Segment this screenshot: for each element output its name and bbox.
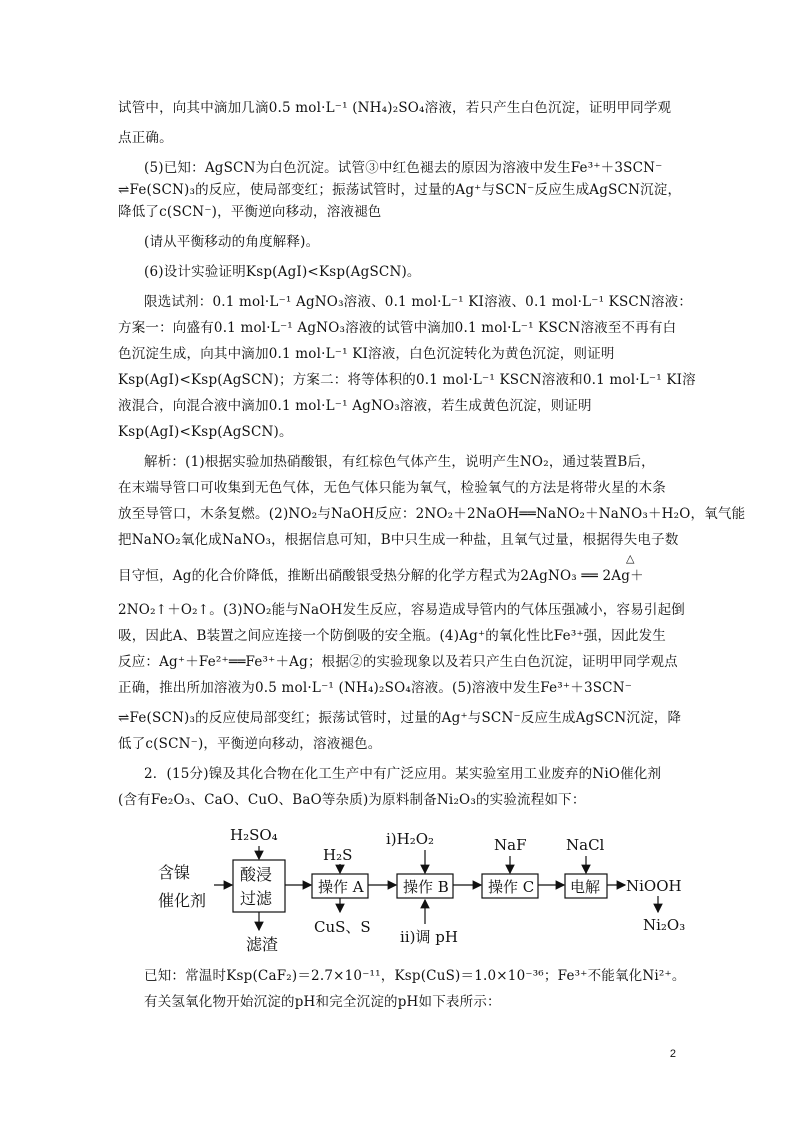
text-line-12: 液混合，向混合液中滴加0.1 mol·L⁻¹ AgNO₃溶液，若生成黄色沉淀，则证明 — [118, 398, 592, 414]
text-line-11: Ksp(AgI)<Ksp(AgSCN)；方案二：将等体积的0.1 mol·L⁻¹ KSCN溶液和0.1 mol·L⁻¹ KI溶 — [118, 372, 696, 388]
text-line-5: 降低了c(SCN⁻)，平衡逆向移动，溶液褪色 — [118, 204, 382, 220]
product-ni2o3: Ni₂O₃ — [643, 916, 686, 934]
text-line-7: (6)设计实验证明Ksp(AgI)<Ksp(AgSCN)。 — [144, 264, 421, 280]
reagent-h2s: H₂S — [323, 846, 353, 864]
reagent-nacl: NaCl — [566, 836, 605, 854]
operation-b-label: 操作 B — [403, 878, 449, 896]
text-line-2: 点正确。 — [118, 130, 173, 146]
text-line-23: ⇌Fe(SCN)₃的反应使局部变红；振荡试管时，过量的Ag⁺与SCN⁻反应生成AgSCN沉淀，降 — [118, 710, 682, 726]
reagent-h2o2: ⅰ)H₂O₂ — [386, 830, 435, 848]
raw-material-label-1: 含镍 — [158, 863, 191, 882]
text-line-26: (含有Fe₂O₃、CaO、CuO、BaO等杂质)为原料制备Ni₂O₃的实验流程如下： — [118, 792, 586, 808]
electrolysis-label: 电解 — [570, 878, 601, 896]
text-line-8: 限选试剂：0.1 mol·L⁻¹ AgNO₃溶液、0.1 mol·L⁻¹ KI溶液、0.1 mol·L⁻¹ KSCN溶液： — [144, 294, 693, 310]
text-line-20: 吸，因此A、B装置之间应连接一个防倒吸的安全瓶。(4)Ag⁺的氧化性比Fe³⁺强，因此发生 — [118, 628, 666, 644]
text-line-25: 2．(15分)镍及其化合物在化工生产中有广泛应用。某实验室用工业废弃的NiO催化剂 — [144, 766, 662, 782]
text-line-17: 把NaNO₂氧化成NaNO₃，根据信息可知，B中只生成一种盐，且氧气过量，根据得失电子数 — [118, 532, 679, 548]
process-flow-diagram — [118, 820, 718, 960]
adjust-ph-label: ⅱ)调 pH — [400, 928, 458, 946]
reagent-naf: NaF — [494, 836, 527, 854]
raw-material-label-2: 催化剂 — [158, 891, 207, 910]
text-line-4: ⇌Fe(SCN)₃的反应，使局部变红；振荡试管时，过量的Ag⁺与SCN⁻反应生成AgSCN沉淀， — [118, 182, 682, 198]
text-line-27: 已知：常温时Ksp(CaF₂)＝2.7×10⁻¹¹，Ksp(CuS)＝1.0×10⁻³⁶；Fe³⁺不能氧化Ni²⁺。 — [144, 968, 686, 984]
text-line-18: 目守恒，Ag的化合价降低，推断出硝酸银受热分解的化学方程式为2AgNO₃ ══ 2Ag＋ — [118, 568, 644, 584]
text-line-10: 色沉淀生成，向其中滴加0.1 mol·L⁻¹ KI溶液，白色沉淀转化为黄色沉淀，则证明 — [118, 346, 615, 362]
heating-delta-symbol: △ — [626, 552, 635, 565]
text-line-15: 在末端导管口可收集到无色气体，无色气体只能为氧气，检验氧气的方法是将带火星的木条 — [118, 480, 666, 496]
residue-label: 滤渣 — [246, 935, 279, 954]
text-line-28: 有关氢氧化物开始沉淀的pH和完全沉淀的pH如下表所示： — [144, 994, 501, 1010]
acid-leach-label: 酸浸 — [240, 865, 273, 884]
cus-s-label: CuS、S — [314, 918, 371, 936]
page-number: 2 — [669, 1048, 676, 1060]
text-line-22: 正确，推出所加溶液为0.5 mol·L⁻¹ (NH₄)₂SO₄溶液。(5)溶液中发生Fe³⁺＋3SCN⁻ — [118, 680, 633, 696]
text-line-6: (请从平衡移动的角度解释)。 — [144, 234, 320, 250]
operation-c-label: 操作 C — [488, 878, 535, 896]
text-line-24: 低了c(SCN⁻)，平衡逆向移动，溶液褪色。 — [118, 736, 382, 752]
product-niooh: NiOOH — [626, 877, 682, 895]
text-line-3: (5)已知：AgSCN为白色沉淀。试管③中红色褪去的原因为溶液中发生Fe³⁺＋3SCN⁻ — [144, 160, 663, 176]
reagent-h2so4: H₂SO₄ — [230, 826, 278, 844]
text-line-19: 2NO₂↑＋O₂↑。(3)NO₂能与NaOH发生反应，容易造成导管内的气体压强减小，容易引起倒 — [118, 602, 685, 618]
operation-a-label: 操作 A — [318, 878, 364, 896]
text-line-13: Ksp(AgI)<Ksp(AgSCN)。 — [118, 424, 293, 440]
filter-label: 过滤 — [240, 889, 273, 908]
text-line-21: 反应：Ag⁺＋Fe²⁺══Fe³⁺＋Ag；根据②的实验现象以及若只产生白色沉淀，证明甲同学观点 — [118, 654, 678, 670]
text-line-1: 试管中，向其中滴加几滴0.5 mol·L⁻¹ (NH₄)₂SO₄溶液，若只产生白色沉淀，证明甲同学观 — [118, 100, 672, 116]
text-line-9: 方案一：向盛有0.1 mol·L⁻¹ AgNO₃溶液的试管中滴加0.1 mol·L⁻¹ KSCN溶液至不再有白 — [118, 320, 677, 336]
text-line-14: 解析：(1)根据实验加热硝酸银，有红棕色气体产生，说明产生NO₂，通过装置B后， — [144, 454, 655, 470]
text-line-16: 放至导管口，木条复燃。(2)NO₂与NaOH反应：2NO₂＋2NaOH══NaNO₂＋NaNO₃＋H₂O，氧气能 — [118, 506, 746, 522]
